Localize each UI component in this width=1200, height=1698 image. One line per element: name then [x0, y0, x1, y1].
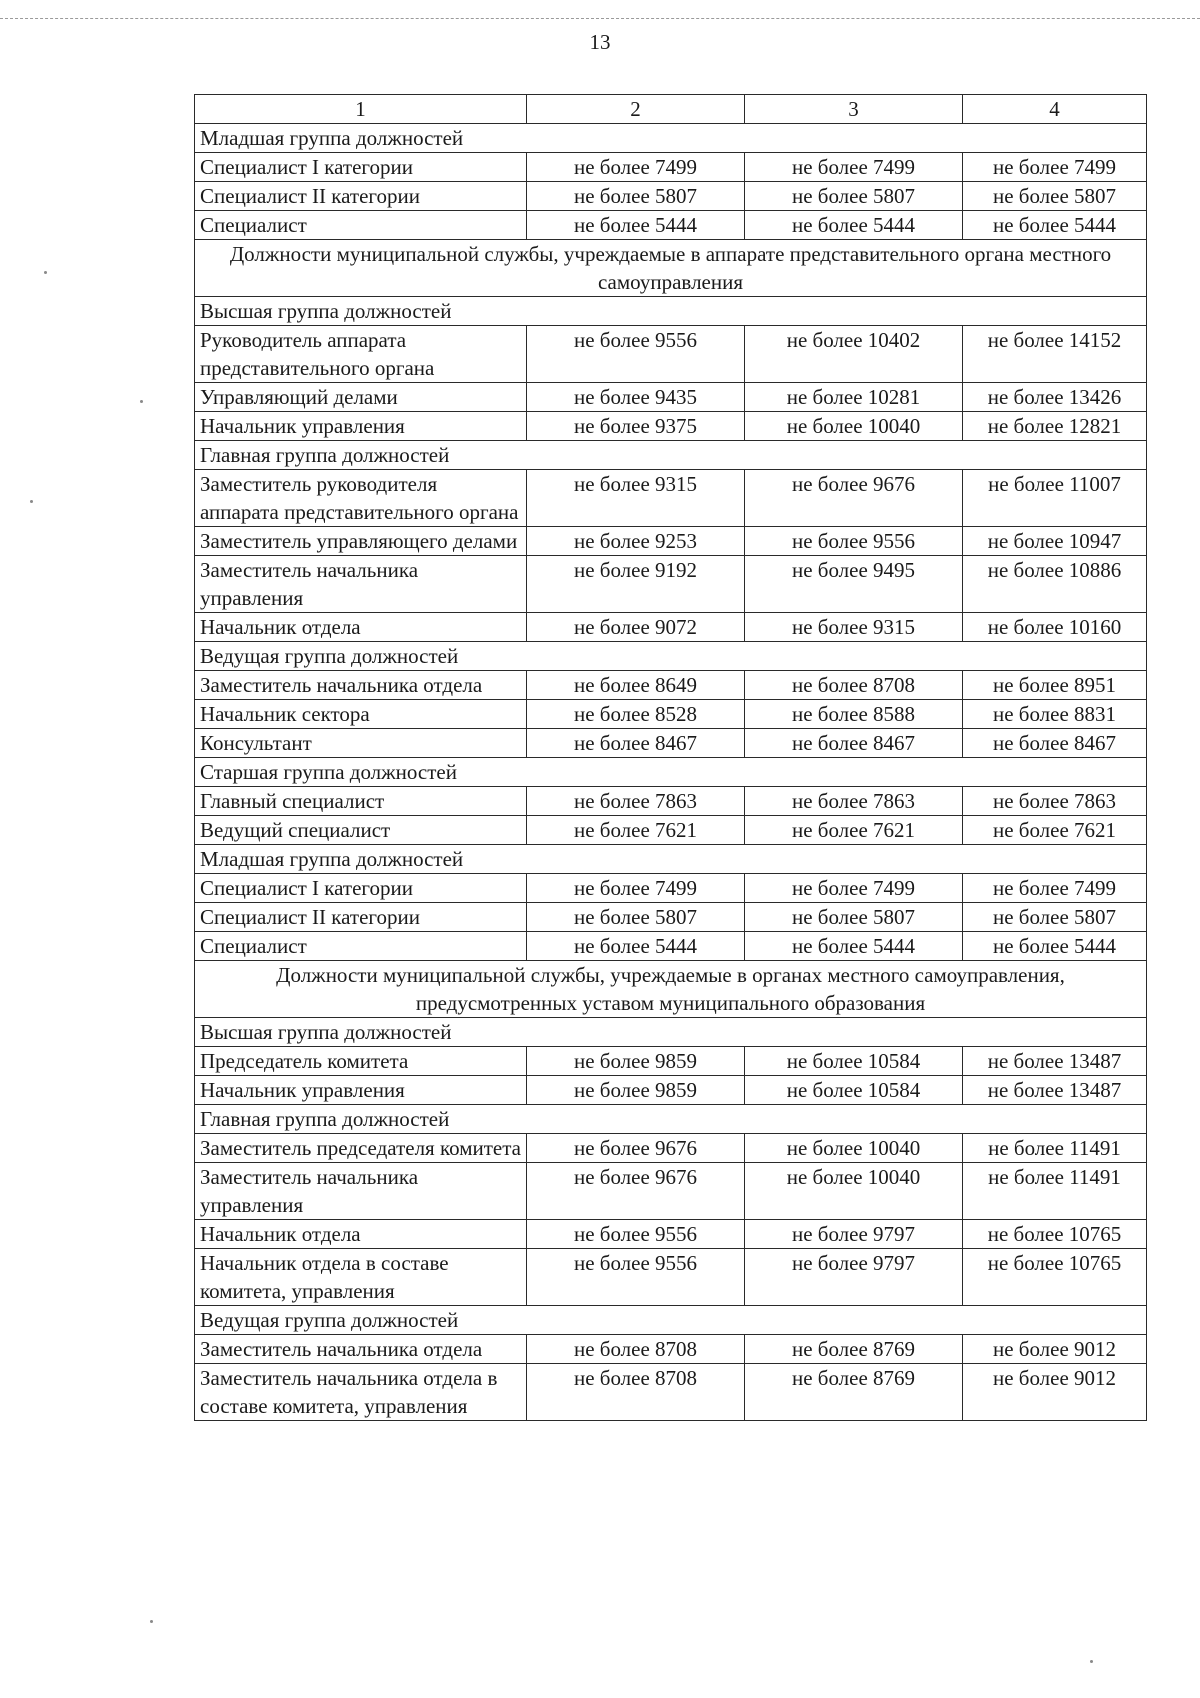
position-title: Специалист II категории	[195, 182, 527, 211]
table-row	[195, 412, 1147, 441]
table-row	[195, 556, 1147, 613]
position-title: Консультант	[195, 729, 527, 758]
salary-value-col-3: не более 10402	[745, 326, 963, 383]
group-heading: Младшая группа должностей	[195, 845, 1147, 874]
scan-speck	[150, 1620, 153, 1623]
salary-value-col-4: не более 10947	[963, 527, 1147, 556]
table-row	[195, 1163, 1147, 1220]
position-title: Начальник отдела в составе комитета, управления	[195, 1249, 527, 1306]
position-title: Заместитель руководителя аппарата представительного органа	[195, 470, 527, 527]
salary-value-col-2: не более 9676	[527, 1163, 745, 1220]
group-row	[195, 845, 1147, 874]
salary-value-col-2: не более 9072	[527, 613, 745, 642]
section-heading: Должности муниципальной службы, учреждаемые в органах местного самоуправления, предусмотренных уставом муниципального образования	[195, 961, 1147, 1018]
section-row	[195, 240, 1147, 297]
group-row	[195, 1018, 1147, 1047]
header-col-2: 2	[527, 95, 745, 124]
salary-value-col-4: не более 11491	[963, 1163, 1147, 1220]
salary-value-col-4: не более 8831	[963, 700, 1147, 729]
salary-value-col-4: не более 10886	[963, 556, 1147, 613]
salary-value-col-2: не более 9859	[527, 1047, 745, 1076]
group-heading: Высшая группа должностей	[195, 1018, 1147, 1047]
salary-value-col-3: не более 8769	[745, 1335, 963, 1364]
table-row	[195, 383, 1147, 412]
salary-value-col-3: не более 8588	[745, 700, 963, 729]
table-row	[195, 211, 1147, 240]
position-title: Заместитель начальника отдела	[195, 671, 527, 700]
position-title: Заместитель управляющего делами	[195, 527, 527, 556]
scan-speck	[44, 271, 47, 274]
salary-value-col-4: не более 11491	[963, 1134, 1147, 1163]
salary-value-col-3: не более 7499	[745, 153, 963, 182]
table-row	[195, 874, 1147, 903]
group-heading: Ведущая группа должностей	[195, 642, 1147, 671]
salary-value-col-3: не более 5807	[745, 903, 963, 932]
position-title: Заместитель председателя комитета	[195, 1134, 527, 1163]
salary-value-col-2: не более 7863	[527, 787, 745, 816]
position-title: Ведущий специалист	[195, 816, 527, 845]
table-row	[195, 470, 1147, 527]
salary-value-col-3: не более 9315	[745, 613, 963, 642]
table-row	[195, 903, 1147, 932]
salary-value-col-2: не более 7499	[527, 874, 745, 903]
salary-value-col-3: не более 5807	[745, 182, 963, 211]
salary-value-col-3: не более 10040	[745, 1134, 963, 1163]
group-row	[195, 642, 1147, 671]
position-title: Заместитель начальника управления	[195, 556, 527, 613]
salary-value-col-3: не более 9556	[745, 527, 963, 556]
salary-value-col-3: не более 10040	[745, 412, 963, 441]
header-col-4: 4	[963, 95, 1147, 124]
salary-table-body	[195, 95, 1147, 1421]
salary-value-col-3: не более 8769	[745, 1364, 963, 1421]
position-title: Заместитель начальника отдела	[195, 1335, 527, 1364]
salary-value-col-4: не более 7499	[963, 153, 1147, 182]
position-title: Председатель комитета	[195, 1047, 527, 1076]
table-row	[195, 1047, 1147, 1076]
salary-value-col-2: не более 9375	[527, 412, 745, 441]
table-row	[195, 1134, 1147, 1163]
salary-value-col-4: не более 12821	[963, 412, 1147, 441]
scan-top-edge	[0, 18, 1200, 19]
salary-value-col-4: не более 5444	[963, 211, 1147, 240]
table-row	[195, 1076, 1147, 1105]
group-heading: Главная группа должностей	[195, 1105, 1147, 1134]
salary-value-col-2: не более 5444	[527, 932, 745, 961]
group-row	[195, 441, 1147, 470]
salary-value-col-3: не более 7863	[745, 787, 963, 816]
position-title: Специалист	[195, 932, 527, 961]
salary-value-col-2: не более 8708	[527, 1364, 745, 1421]
salary-value-col-3: не более 7621	[745, 816, 963, 845]
salary-value-col-3: не более 10281	[745, 383, 963, 412]
salary-value-col-4: не более 13426	[963, 383, 1147, 412]
salary-value-col-4: не более 9012	[963, 1364, 1147, 1421]
salary-value-col-2: не более 5807	[527, 903, 745, 932]
table-row	[195, 1335, 1147, 1364]
salary-value-col-3: не более 7499	[745, 874, 963, 903]
group-heading: Младшая группа должностей	[195, 124, 1147, 153]
scan-speck	[140, 400, 143, 403]
table-row	[195, 527, 1147, 556]
salary-table	[194, 94, 1147, 1421]
position-title: Руководитель аппарата представительного органа	[195, 326, 527, 383]
salary-value-col-2: не более 8528	[527, 700, 745, 729]
position-title: Начальник управления	[195, 412, 527, 441]
group-heading: Ведущая группа должностей	[195, 1306, 1147, 1335]
group-row	[195, 124, 1147, 153]
salary-value-col-2: не более 9556	[527, 326, 745, 383]
table-row	[195, 1220, 1147, 1249]
position-title: Начальник управления	[195, 1076, 527, 1105]
salary-value-col-4: не более 5807	[963, 182, 1147, 211]
group-row	[195, 1306, 1147, 1335]
table-row	[195, 729, 1147, 758]
salary-value-col-3: не более 10584	[745, 1047, 963, 1076]
table-row	[195, 816, 1147, 845]
salary-value-col-4: не более 8951	[963, 671, 1147, 700]
table-row	[195, 787, 1147, 816]
scan-speck	[1090, 1660, 1093, 1663]
position-title: Специалист	[195, 211, 527, 240]
table-row	[195, 613, 1147, 642]
salary-value-col-4: не более 10160	[963, 613, 1147, 642]
group-row	[195, 758, 1147, 787]
salary-value-col-4: не более 5807	[963, 903, 1147, 932]
salary-value-col-3: не более 9495	[745, 556, 963, 613]
salary-value-col-2: не более 9192	[527, 556, 745, 613]
group-heading: Главная группа должностей	[195, 441, 1147, 470]
position-title: Главный специалист	[195, 787, 527, 816]
group-heading: Высшая группа должностей	[195, 297, 1147, 326]
salary-value-col-4: не более 14152	[963, 326, 1147, 383]
salary-value-col-2: не более 7499	[527, 153, 745, 182]
header-col-3: 3	[745, 95, 963, 124]
salary-value-col-4: не более 10765	[963, 1249, 1147, 1306]
salary-value-col-4: не более 5444	[963, 932, 1147, 961]
group-row	[195, 297, 1147, 326]
salary-value-col-2: не более 5807	[527, 182, 745, 211]
salary-value-col-3: не более 5444	[745, 211, 963, 240]
table-row	[195, 153, 1147, 182]
salary-value-col-2: не более 9253	[527, 527, 745, 556]
salary-value-col-4: не более 7863	[963, 787, 1147, 816]
salary-value-col-3: не более 9797	[745, 1220, 963, 1249]
salary-value-col-2: не более 9435	[527, 383, 745, 412]
salary-value-col-3: не более 10584	[745, 1076, 963, 1105]
salary-value-col-2: не более 9676	[527, 1134, 745, 1163]
salary-value-col-2: не более 9556	[527, 1249, 745, 1306]
salary-value-col-4: не более 10765	[963, 1220, 1147, 1249]
table-row	[195, 1364, 1147, 1421]
table-row	[195, 671, 1147, 700]
section-row	[195, 961, 1147, 1018]
position-title: Начальник отдела	[195, 613, 527, 642]
salary-value-col-3: не более 8708	[745, 671, 963, 700]
salary-value-col-2: не более 9859	[527, 1076, 745, 1105]
salary-value-col-3: не более 8467	[745, 729, 963, 758]
position-title: Специалист I категории	[195, 874, 527, 903]
scan-speck	[30, 500, 33, 503]
salary-value-col-4: не более 7621	[963, 816, 1147, 845]
salary-value-col-2: не более 8708	[527, 1335, 745, 1364]
salary-value-col-4: не более 13487	[963, 1076, 1147, 1105]
position-title: Заместитель начальника управления	[195, 1163, 527, 1220]
salary-value-col-3: не более 5444	[745, 932, 963, 961]
salary-value-col-2: не более 7621	[527, 816, 745, 845]
salary-value-col-3: не более 10040	[745, 1163, 963, 1220]
table-row	[195, 1249, 1147, 1306]
table-row	[195, 700, 1147, 729]
position-title: Управляющий делами	[195, 383, 527, 412]
salary-value-col-2: не более 5444	[527, 211, 745, 240]
salary-value-col-3: не более 9797	[745, 1249, 963, 1306]
salary-value-col-2: не более 8649	[527, 671, 745, 700]
salary-value-col-4: не более 11007	[963, 470, 1147, 527]
header-row	[195, 95, 1147, 124]
salary-value-col-2: не более 9556	[527, 1220, 745, 1249]
group-heading: Старшая группа должностей	[195, 758, 1147, 787]
header-col-1: 1	[195, 95, 527, 124]
position-title: Специалист I категории	[195, 153, 527, 182]
group-row	[195, 1105, 1147, 1134]
position-title: Начальник сектора	[195, 700, 527, 729]
page-number: 13	[589, 30, 611, 54]
salary-value-col-2: не более 9315	[527, 470, 745, 527]
salary-value-col-4: не более 13487	[963, 1047, 1147, 1076]
position-title: Начальник отдела	[195, 1220, 527, 1249]
position-title: Специалист II категории	[195, 903, 527, 932]
salary-value-col-3: не более 9676	[745, 470, 963, 527]
salary-value-col-4: не более 8467	[963, 729, 1147, 758]
position-title: Заместитель начальника отдела в составе комитета, управления	[195, 1364, 527, 1421]
table-row	[195, 326, 1147, 383]
section-heading: Должности муниципальной службы, учреждаемые в аппарате представительного органа местного самоуправления	[195, 240, 1147, 297]
table-row	[195, 932, 1147, 961]
salary-value-col-2: не более 8467	[527, 729, 745, 758]
table-row	[195, 182, 1147, 211]
salary-value-col-4: не более 9012	[963, 1335, 1147, 1364]
salary-value-col-4: не более 7499	[963, 874, 1147, 903]
